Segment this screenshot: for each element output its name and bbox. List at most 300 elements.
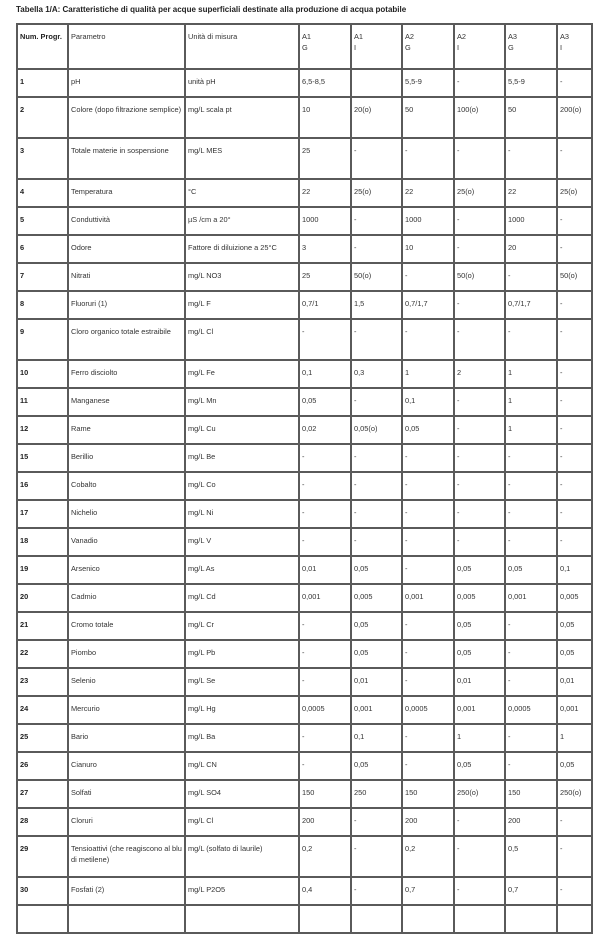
table-cell: 0,05 [557, 612, 592, 640]
table-cell: mg/L (solfato di laurile) [185, 836, 299, 877]
table-cell: - [402, 472, 454, 500]
table-cell: 0,7/1,7 [505, 291, 557, 319]
table-cell: Cloro organico totale estraibile [68, 319, 185, 360]
table-cell: mg/L Co [185, 472, 299, 500]
table-cell: 0,7/1 [299, 291, 351, 319]
table-cell: 16 [17, 472, 68, 500]
table-cell [185, 905, 299, 933]
table-cell: - [351, 388, 402, 416]
table-cell: - [351, 207, 402, 235]
table-cell: Fosfati (2) [68, 877, 185, 905]
table-row [17, 752, 592, 780]
table-cell: 50(o) [454, 263, 505, 291]
table-cell: 1 [454, 724, 505, 752]
table-cell: - [351, 877, 402, 905]
table-cell: Berillio [68, 444, 185, 472]
table-cell: 0,05 [454, 556, 505, 584]
table-cell: mg/L P2O5 [185, 877, 299, 905]
column-header [454, 24, 505, 69]
table-cell: mg/L Ni [185, 500, 299, 528]
table-cell [351, 69, 402, 97]
column-subheader: I [354, 43, 357, 52]
table-cell: 1 [557, 724, 592, 752]
column-header-label: A1 [302, 32, 312, 41]
table-cell: - [351, 472, 402, 500]
table-row [17, 179, 592, 207]
table-cell: - [299, 528, 351, 556]
table-cell [505, 905, 557, 933]
table-row [17, 668, 592, 696]
table-cell [68, 905, 185, 933]
table-cell: - [351, 235, 402, 263]
table-cell: 1 [505, 388, 557, 416]
quality-table [16, 23, 593, 934]
table-cell: - [454, 444, 505, 472]
table-cell: 250 [351, 780, 402, 808]
table-cell: - [505, 668, 557, 696]
table-cell: 0,0005 [299, 696, 351, 724]
table-cell: - [505, 752, 557, 780]
table-cell: 0,7 [402, 877, 454, 905]
table-cell: 6 [17, 235, 68, 263]
table-cell: 25 [299, 138, 351, 179]
header-row [17, 24, 592, 69]
table-cell: 0,7/1,7 [402, 291, 454, 319]
table-cell: 0,3 [351, 360, 402, 388]
table-cell: - [299, 640, 351, 668]
table-cell: 29 [17, 836, 68, 877]
table-cell: 150 [402, 780, 454, 808]
table-cell: - [299, 668, 351, 696]
table-cell: 1000 [402, 207, 454, 235]
table-cell: 25 [17, 724, 68, 752]
table-cell: 1 [402, 360, 454, 388]
table-cell: 0,001 [557, 696, 592, 724]
table-cell: - [557, 877, 592, 905]
table-cell: Fluoruri (1) [68, 291, 185, 319]
table-cell: Rame [68, 416, 185, 444]
table-row [17, 780, 592, 808]
table-cell: - [351, 138, 402, 179]
table-cell: - [454, 500, 505, 528]
column-subheader: I [560, 43, 563, 52]
table-cell: 0,1 [402, 388, 454, 416]
table-cell: 27 [17, 780, 68, 808]
table-cell: - [505, 263, 557, 291]
table-cell: mg/L Pb [185, 640, 299, 668]
table-cell [17, 905, 68, 933]
table-cell: mg/L Se [185, 668, 299, 696]
table-cell: µS /cm a 20° [185, 207, 299, 235]
table-cell: mg/L SO4 [185, 780, 299, 808]
table-cell: Tensioattivi (che reagiscono al blu di metilene) [68, 836, 185, 877]
table-cell: Manganese [68, 388, 185, 416]
table-row [17, 640, 592, 668]
table-cell: 23 [17, 668, 68, 696]
table-row [17, 360, 592, 388]
column-header-label: Unità di misura [188, 32, 238, 41]
table-row [17, 877, 592, 905]
table-cell: 25(o) [351, 179, 402, 207]
table-cell: 24 [17, 696, 68, 724]
table-cell: 0,5 [505, 836, 557, 877]
table-cell: - [557, 138, 592, 179]
table-cell: 7 [17, 263, 68, 291]
table-cell: - [557, 528, 592, 556]
table-cell: - [557, 235, 592, 263]
table-cell: mg/L scala pt [185, 97, 299, 138]
table-cell: - [299, 500, 351, 528]
table-cell: 0,005 [454, 584, 505, 612]
table-cell: - [299, 472, 351, 500]
table-cell: - [557, 836, 592, 877]
table-cell: Arsenico [68, 556, 185, 584]
table-cell: - [505, 138, 557, 179]
table-cell: 22 [17, 640, 68, 668]
table-cell: 5,5-9 [402, 69, 454, 97]
table-cell: mg/L Hg [185, 696, 299, 724]
table-cell: 250(o) [454, 780, 505, 808]
table-cell: 2 [17, 97, 68, 138]
table-cell: 150 [299, 780, 351, 808]
table-cell: 0,01 [557, 668, 592, 696]
table-cell: - [557, 388, 592, 416]
table-cell: 100(o) [454, 97, 505, 138]
table-cell: 15 [17, 444, 68, 472]
table-cell: - [505, 724, 557, 752]
table-cell: - [402, 528, 454, 556]
table-cell: 0,05 [454, 752, 505, 780]
table-cell: mg/L Mn [185, 388, 299, 416]
table-cell: 0,001 [299, 584, 351, 612]
table-cell: - [454, 138, 505, 179]
table-cell: 18 [17, 528, 68, 556]
table-cell: - [557, 416, 592, 444]
table-row [17, 207, 592, 235]
table-cell: - [454, 528, 505, 556]
table-cell: - [299, 444, 351, 472]
table-cell: 200 [299, 808, 351, 836]
table-cell: - [402, 138, 454, 179]
table-row [17, 905, 592, 933]
table-cell: 3 [17, 138, 68, 179]
table-cell: 28 [17, 808, 68, 836]
table-cell: - [402, 500, 454, 528]
table-cell: Selenio [68, 668, 185, 696]
table-cell: - [351, 319, 402, 360]
table-cell: Vanadio [68, 528, 185, 556]
table-cell: 25(o) [557, 179, 592, 207]
column-subheader: G [508, 43, 514, 52]
table-cell: - [557, 319, 592, 360]
table-cell: - [351, 836, 402, 877]
table-cell: 21 [17, 612, 68, 640]
table-cell: Piombo [68, 640, 185, 668]
table-row [17, 808, 592, 836]
table-cell: - [402, 724, 454, 752]
column-header-label: A2 [405, 32, 415, 41]
table-row [17, 235, 592, 263]
table-cell: °C [185, 179, 299, 207]
table-cell: 25 [299, 263, 351, 291]
table-cell: 0,0005 [505, 696, 557, 724]
table-row [17, 69, 592, 97]
table-cell: 10 [17, 360, 68, 388]
table-cell: - [299, 319, 351, 360]
table-cell [557, 905, 592, 933]
table-cell: 5,5-9 [505, 69, 557, 97]
column-subheader: G [405, 43, 411, 52]
table-row [17, 724, 592, 752]
table-cell: 0,0005 [402, 696, 454, 724]
column-header [351, 24, 402, 69]
table-cell: 0,001 [351, 696, 402, 724]
table-cell: - [505, 500, 557, 528]
column-header [17, 24, 68, 69]
column-header-label: Num. Progr. [20, 32, 62, 41]
table-cell: 0,01 [351, 668, 402, 696]
table-cell: 8 [17, 291, 68, 319]
table-cell: 0,05 [454, 612, 505, 640]
table-cell: 6,5-8,5 [299, 69, 351, 97]
table-cell: 0,05 [351, 640, 402, 668]
table-cell: 0,2 [299, 836, 351, 877]
column-header-label: Parametro [71, 32, 106, 41]
table-cell: Temperatura [68, 179, 185, 207]
table-cell: mg/L MES [185, 138, 299, 179]
table-cell: 1 [17, 69, 68, 97]
table-cell: - [402, 612, 454, 640]
table-cell: - [402, 640, 454, 668]
table-cell: - [454, 416, 505, 444]
table-cell: 50(o) [557, 263, 592, 291]
table-cell: 0,01 [454, 668, 505, 696]
table-cell: - [454, 388, 505, 416]
table-cell: - [351, 528, 402, 556]
table-cell: - [454, 319, 505, 360]
table-cell: Cianuro [68, 752, 185, 780]
table-cell: 5 [17, 207, 68, 235]
table-cell: - [454, 836, 505, 877]
table-cell: pH [68, 69, 185, 97]
table-cell: 0,1 [299, 360, 351, 388]
table-cell: - [505, 612, 557, 640]
column-header-label: A2 [457, 32, 467, 41]
table-cell: - [505, 444, 557, 472]
column-header [557, 24, 592, 69]
table-cell: 1000 [505, 207, 557, 235]
table-cell: 11 [17, 388, 68, 416]
table-title: Tabella 1/A: Caratteristiche di qualità per acque superficiali destinate alla produzione di acqua potabile [16, 5, 407, 14]
table-cell: 0,005 [557, 584, 592, 612]
table-cell: 0,01 [299, 556, 351, 584]
table-cell: - [299, 724, 351, 752]
table-cell: 0,05 [454, 640, 505, 668]
table-cell: mg/L As [185, 556, 299, 584]
table-cell: mg/L Ba [185, 724, 299, 752]
table-cell: - [402, 668, 454, 696]
table-cell: Nichelio [68, 500, 185, 528]
table-cell: 19 [17, 556, 68, 584]
table-row [17, 444, 592, 472]
table-cell: 0,05 [299, 388, 351, 416]
table-cell: - [454, 877, 505, 905]
table-cell: - [351, 444, 402, 472]
table-cell: mg/L NO3 [185, 263, 299, 291]
table-cell: - [299, 612, 351, 640]
table-cell: Bario [68, 724, 185, 752]
table-row [17, 500, 592, 528]
table-cell: mg/L F [185, 291, 299, 319]
table-cell: - [505, 472, 557, 500]
table-cell: - [402, 263, 454, 291]
table-cell: 0,05 [557, 752, 592, 780]
table-cell: 0,05(o) [351, 416, 402, 444]
table-cell: Mercurio [68, 696, 185, 724]
table-cell: 30 [17, 877, 68, 905]
column-header-label: A1 [354, 32, 364, 41]
table-row [17, 319, 592, 360]
table-cell: 0,05 [351, 612, 402, 640]
column-subheader: G [302, 43, 308, 52]
table-cell: 0,2 [402, 836, 454, 877]
table-cell: - [454, 235, 505, 263]
table-cell: - [454, 69, 505, 97]
table-cell: - [402, 319, 454, 360]
table-cell: 0,4 [299, 877, 351, 905]
table-cell: 4 [17, 179, 68, 207]
table-cell: Odore [68, 235, 185, 263]
table-cell: 0,001 [454, 696, 505, 724]
table-cell: - [454, 291, 505, 319]
table-row [17, 528, 592, 556]
table-cell: 0,1 [557, 556, 592, 584]
table-cell: mg/L Cd [185, 584, 299, 612]
table-cell: mg/L Cl [185, 808, 299, 836]
table-cell: 2 [454, 360, 505, 388]
table-cell: Colore (dopo filtrazione semplice) [68, 97, 185, 138]
table-cell: 0,1 [351, 724, 402, 752]
column-header [68, 24, 185, 69]
table-cell [351, 905, 402, 933]
table-cell: 0,7 [505, 877, 557, 905]
table-cell: mg/L Cr [185, 612, 299, 640]
table-cell: 150 [505, 780, 557, 808]
table-cell: - [557, 207, 592, 235]
table-cell: Cloruri [68, 808, 185, 836]
table-cell: 10 [299, 97, 351, 138]
table-cell: - [557, 472, 592, 500]
table-cell: 0,05 [351, 556, 402, 584]
table-row [17, 556, 592, 584]
table-cell: Totale materie in sospensione [68, 138, 185, 179]
table-cell: - [557, 360, 592, 388]
table-cell: - [351, 808, 402, 836]
column-header-label: A3 [560, 32, 570, 41]
column-subheader: I [457, 43, 460, 52]
table-cell: - [402, 752, 454, 780]
table-cell: 17 [17, 500, 68, 528]
table-cell: 25(o) [454, 179, 505, 207]
table-cell: - [351, 500, 402, 528]
table-row [17, 836, 592, 877]
table-cell: - [557, 500, 592, 528]
table-row [17, 138, 592, 179]
table-cell: 22 [299, 179, 351, 207]
table-cell: Ferro disciolto [68, 360, 185, 388]
table-cell: unità pH [185, 69, 299, 97]
table-row [17, 416, 592, 444]
table-cell: mg/L Fe [185, 360, 299, 388]
table-cell: 12 [17, 416, 68, 444]
table-row [17, 696, 592, 724]
table-row [17, 388, 592, 416]
table-row [17, 97, 592, 138]
table-cell [402, 905, 454, 933]
table-cell: 50 [505, 97, 557, 138]
table-cell: - [454, 472, 505, 500]
table-row [17, 263, 592, 291]
table-cell: - [505, 319, 557, 360]
table-cell: - [454, 808, 505, 836]
table-cell: 3 [299, 235, 351, 263]
table-cell: Solfati [68, 780, 185, 808]
table-cell [454, 905, 505, 933]
table-cell: 22 [505, 179, 557, 207]
table-cell: 0,001 [402, 584, 454, 612]
table-cell: 0,05 [402, 416, 454, 444]
table-cell: 22 [402, 179, 454, 207]
table-cell: - [505, 640, 557, 668]
table-cell: 50(o) [351, 263, 402, 291]
table-cell: Fattore di diluizione a 25°C [185, 235, 299, 263]
table-cell: mg/L CN [185, 752, 299, 780]
table-cell: 200 [505, 808, 557, 836]
table-cell: 0,05 [351, 752, 402, 780]
table-cell: 20(o) [351, 97, 402, 138]
column-header-label: A3 [508, 32, 518, 41]
table-cell: 10 [402, 235, 454, 263]
column-header [185, 24, 299, 69]
table-cell: - [402, 444, 454, 472]
table-cell: 1000 [299, 207, 351, 235]
table-cell: Cadmio [68, 584, 185, 612]
table-cell: 20 [505, 235, 557, 263]
table-cell [299, 905, 351, 933]
table-cell: 0,05 [505, 556, 557, 584]
table-cell: 0,05 [557, 640, 592, 668]
table-cell: 250(o) [557, 780, 592, 808]
table-row [17, 584, 592, 612]
table-cell: 9 [17, 319, 68, 360]
table-row [17, 472, 592, 500]
table-row [17, 612, 592, 640]
table-cell: 200 [402, 808, 454, 836]
table-cell: - [454, 207, 505, 235]
column-header [299, 24, 351, 69]
table-cell: mg/L Be [185, 444, 299, 472]
table-cell: 1 [505, 360, 557, 388]
table-cell: Conduttività [68, 207, 185, 235]
table-cell: 26 [17, 752, 68, 780]
table-cell: - [557, 69, 592, 97]
table-cell: 1 [505, 416, 557, 444]
table-cell: - [557, 808, 592, 836]
table-cell: 200(o) [557, 97, 592, 138]
table-cell: 0,001 [505, 584, 557, 612]
table-cell: - [557, 444, 592, 472]
table-cell: - [557, 291, 592, 319]
